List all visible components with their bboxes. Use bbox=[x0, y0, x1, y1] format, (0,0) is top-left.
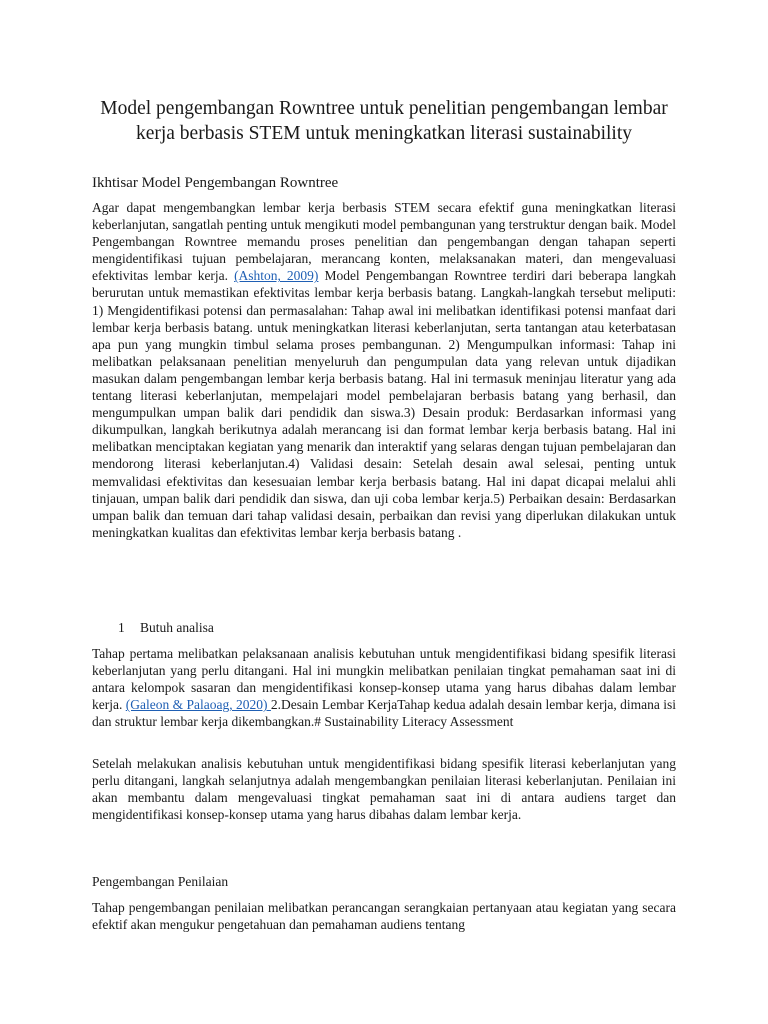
paragraph-needs-analysis-text-2: 2.Desain Lembar KerjaTahap kedua adalah desain lembar kerja, dimana isi dan struktur lembar kerja dikembangkan.# Sustainability Literacy Assessment bbox=[92, 697, 676, 730]
citation-galeon-palaoag-2020[interactable]: (Galeon & Palaoag, 2020) bbox=[125, 697, 271, 713]
list-item-needs-analysis bbox=[118, 619, 214, 636]
section-heading-overview: Ikhtisar Model Pengembangan Rowntree bbox=[92, 175, 339, 191]
citation-ashton-2009[interactable]: (Ashton, 2009) bbox=[234, 268, 319, 284]
paragraph-overview bbox=[92, 199, 676, 541]
paragraph-needs-analysis-text-1: Tahap pertama melibatkan pelaksanaan analisis kebutuhan untuk mengidentifikasi bidang spesifik literasi keberlanjutan yang perlu ditangani. Hal ini mungkin melibatkan penilaian tingkat pemahaman saat ini di antara kelompok sasaran dan mengidentifikasi konsep-konsep utama yang harus dibahas dalam lembar kerja. bbox=[92, 646, 676, 713]
paragraph-overview-text-2: Model Pengembangan Rowntree terdiri dari beberapa langkah berurutan untuk memastikan efektivitas lembar kerja berbasis batang. Langkah-langkah tersebut meliputi: 1) Mengidentifikasi potensi dan permasalahan: Tahap awal ini melibatkan identifikasi potensi manfaat dari lembar kerja berbasis batang. untuk meningkatkan literasi keberlanjutan, serta tantangan atau keterbatasan apa pun yang mungkin timbul selama proses pembangunan. 2) Mengumpulkan informasi: Tahap ini melibatkan pelaksanaan penelitian menyeluruh dan pengumpulan data yang relevan untuk dijadikan masukan dalam pengembangan lembar kerja berbasis batang. Hal ini termasuk meninjau literatur yang ada tentang literasi keberlanjutan, mempelajari model pembelajaran berbasis batang yang berhasil, dan mengumpulkan umpan balik dari pendidik dan siswa.3) Desain produk: Berdasarkan informasi yang dikumpulkan, langkah berikutnya adalah merancang isi dan format lembar kerja berbasis batang. Hal ini melibatkan menciptakan kegiatan yang menarik dan interaktif yang selaras dengan tujuan pembelajaran dan mendorong literasi keberlanjutan.4) Validasi desain: Setelah desain awal selesai, penting untuk memvalidasi efektivitas dan kesesuaian lembar kerja berbasis batang. Hal ini dapat dicapai melalui ahli tinjauan, umpan balik dari pendidik dan siswa, dan uji coba lembar kerja.5) Perbaikan desain: Berdasarkan umpan balik dan temuan dari tahap validasi desain, perbaikan dan revisi yang diperlukan dilakukan untuk meningkatkan kualitas dan efektivitas lembar kerja berbasis batang . bbox=[92, 268, 677, 540]
list-item-label: Butuh analisa bbox=[140, 620, 214, 635]
document-title: Model pengembangan Rowntree untuk penelitian pengembangan lembar kerja berbasis STEM untuk meningkatkan literasi sustainability bbox=[100, 98, 668, 144]
paragraph-overview-text-1: Agar dapat mengembangkan lembar kerja berbasis STEM secara efektif guna meningkatkan literasi keberlanjutan, sangatlah penting untuk mengikuti model pembangunan yang terstruktur dengan baik. Model Pengembangan Rowntree memandu proses penelitian dan pengembangan dengan tahapan seperti mengidentifikasi tujuan pembelajaran, merancang konten, melaksanakan materi, dan mengevaluasi efektivitas lembar kerja. bbox=[92, 200, 676, 284]
section-heading-assessment-development: Pengembangan Penilaian bbox=[92, 874, 229, 889]
list-item-number: 1 bbox=[118, 620, 125, 635]
paragraph-sustainability-assessment: Setelah melakukan analisis kebutuhan untuk mengidentifikasi bidang spesifik literasi keberlanjutan yang perlu ditangani, langkah selanjutnya adalah mengembangkan penilaian literasi keberlanjutan. Penilaian ini akan membantu dalam mengevaluasi tingkat pemahaman saat ini di antara audiens target dan mengidentifikasi konsep-konsep utama yang harus dibahas dalam lembar kerja. bbox=[92, 756, 676, 823]
paragraph-assessment-development: Tahap pengembangan penilaian melibatkan perancangan serangkaian pertanyaan atau kegiatan yang secara efektif akan mengukur pengetahuan dan pemahaman audiens tentang bbox=[92, 900, 676, 933]
paragraph-needs-analysis bbox=[92, 645, 676, 730]
